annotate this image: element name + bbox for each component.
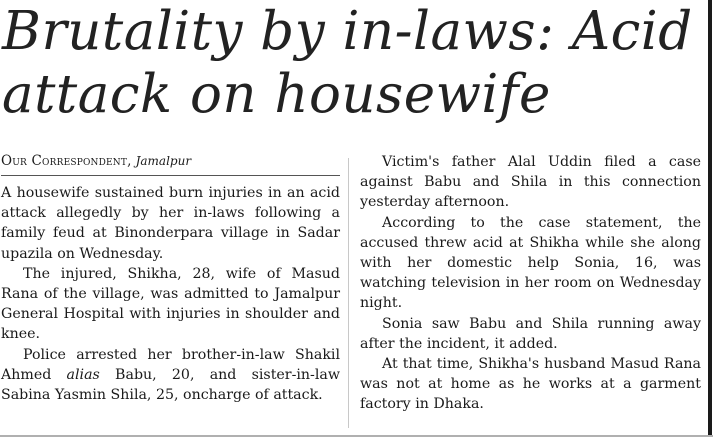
byline-location: Jamalpur xyxy=(135,154,192,168)
headline-line-1: Brutality by in-laws: Acid xyxy=(2,1,693,62)
frame-border-right xyxy=(708,0,712,437)
article-column-left xyxy=(1,183,340,405)
paragraph xyxy=(1,345,340,406)
byline-divider xyxy=(1,175,340,176)
headline xyxy=(2,0,707,126)
paragraph: At that time, Shikha's husband Masud Rana was not at home as he works at a garment factory in Dhaka. xyxy=(360,356,701,413)
paragraph xyxy=(1,264,340,345)
paragraph-text: Police arrested her brother-in-law Shakil Ahmed xyxy=(1,346,340,383)
paragraph: Sonia saw Babu and Shila running away after the incident, it added. xyxy=(360,315,701,352)
headline-line-2: attack on housewife xyxy=(2,64,551,125)
paragraph-text: A housewife sustained burn injuries in an acid attack allegedly by her in-laws following a family feud at Binonderpara village in Sadar upazila on Wednesday. xyxy=(1,185,340,262)
paragraph-text: The injured, Shikha, 28, wife of Masud Rana of the village, was admitted to Jamalpur General Hospital with injuries in shoulder and knee. xyxy=(1,265,340,343)
column-divider xyxy=(348,158,349,428)
byline xyxy=(1,153,341,169)
paragraph: Victim's father Alal Uddin filed a case against Babu and Shila in this connection yesterday afternoon. xyxy=(360,154,701,211)
article-column-right xyxy=(360,152,701,415)
paragraph: According to the case statement, the accused threw acid at Shikha while she along with her domestic help Sonia, 16, was watching television in her room on Wednesday night. xyxy=(360,214,701,312)
byline-correspondent: Our Correspondent, xyxy=(1,153,132,169)
paragraph xyxy=(1,183,340,264)
paragraph-text: Babu, 20, and sister-in-law Sabina Yasmin Shila, 25, oncharge of attack. xyxy=(1,366,340,404)
italic-alias: alias xyxy=(66,366,100,383)
